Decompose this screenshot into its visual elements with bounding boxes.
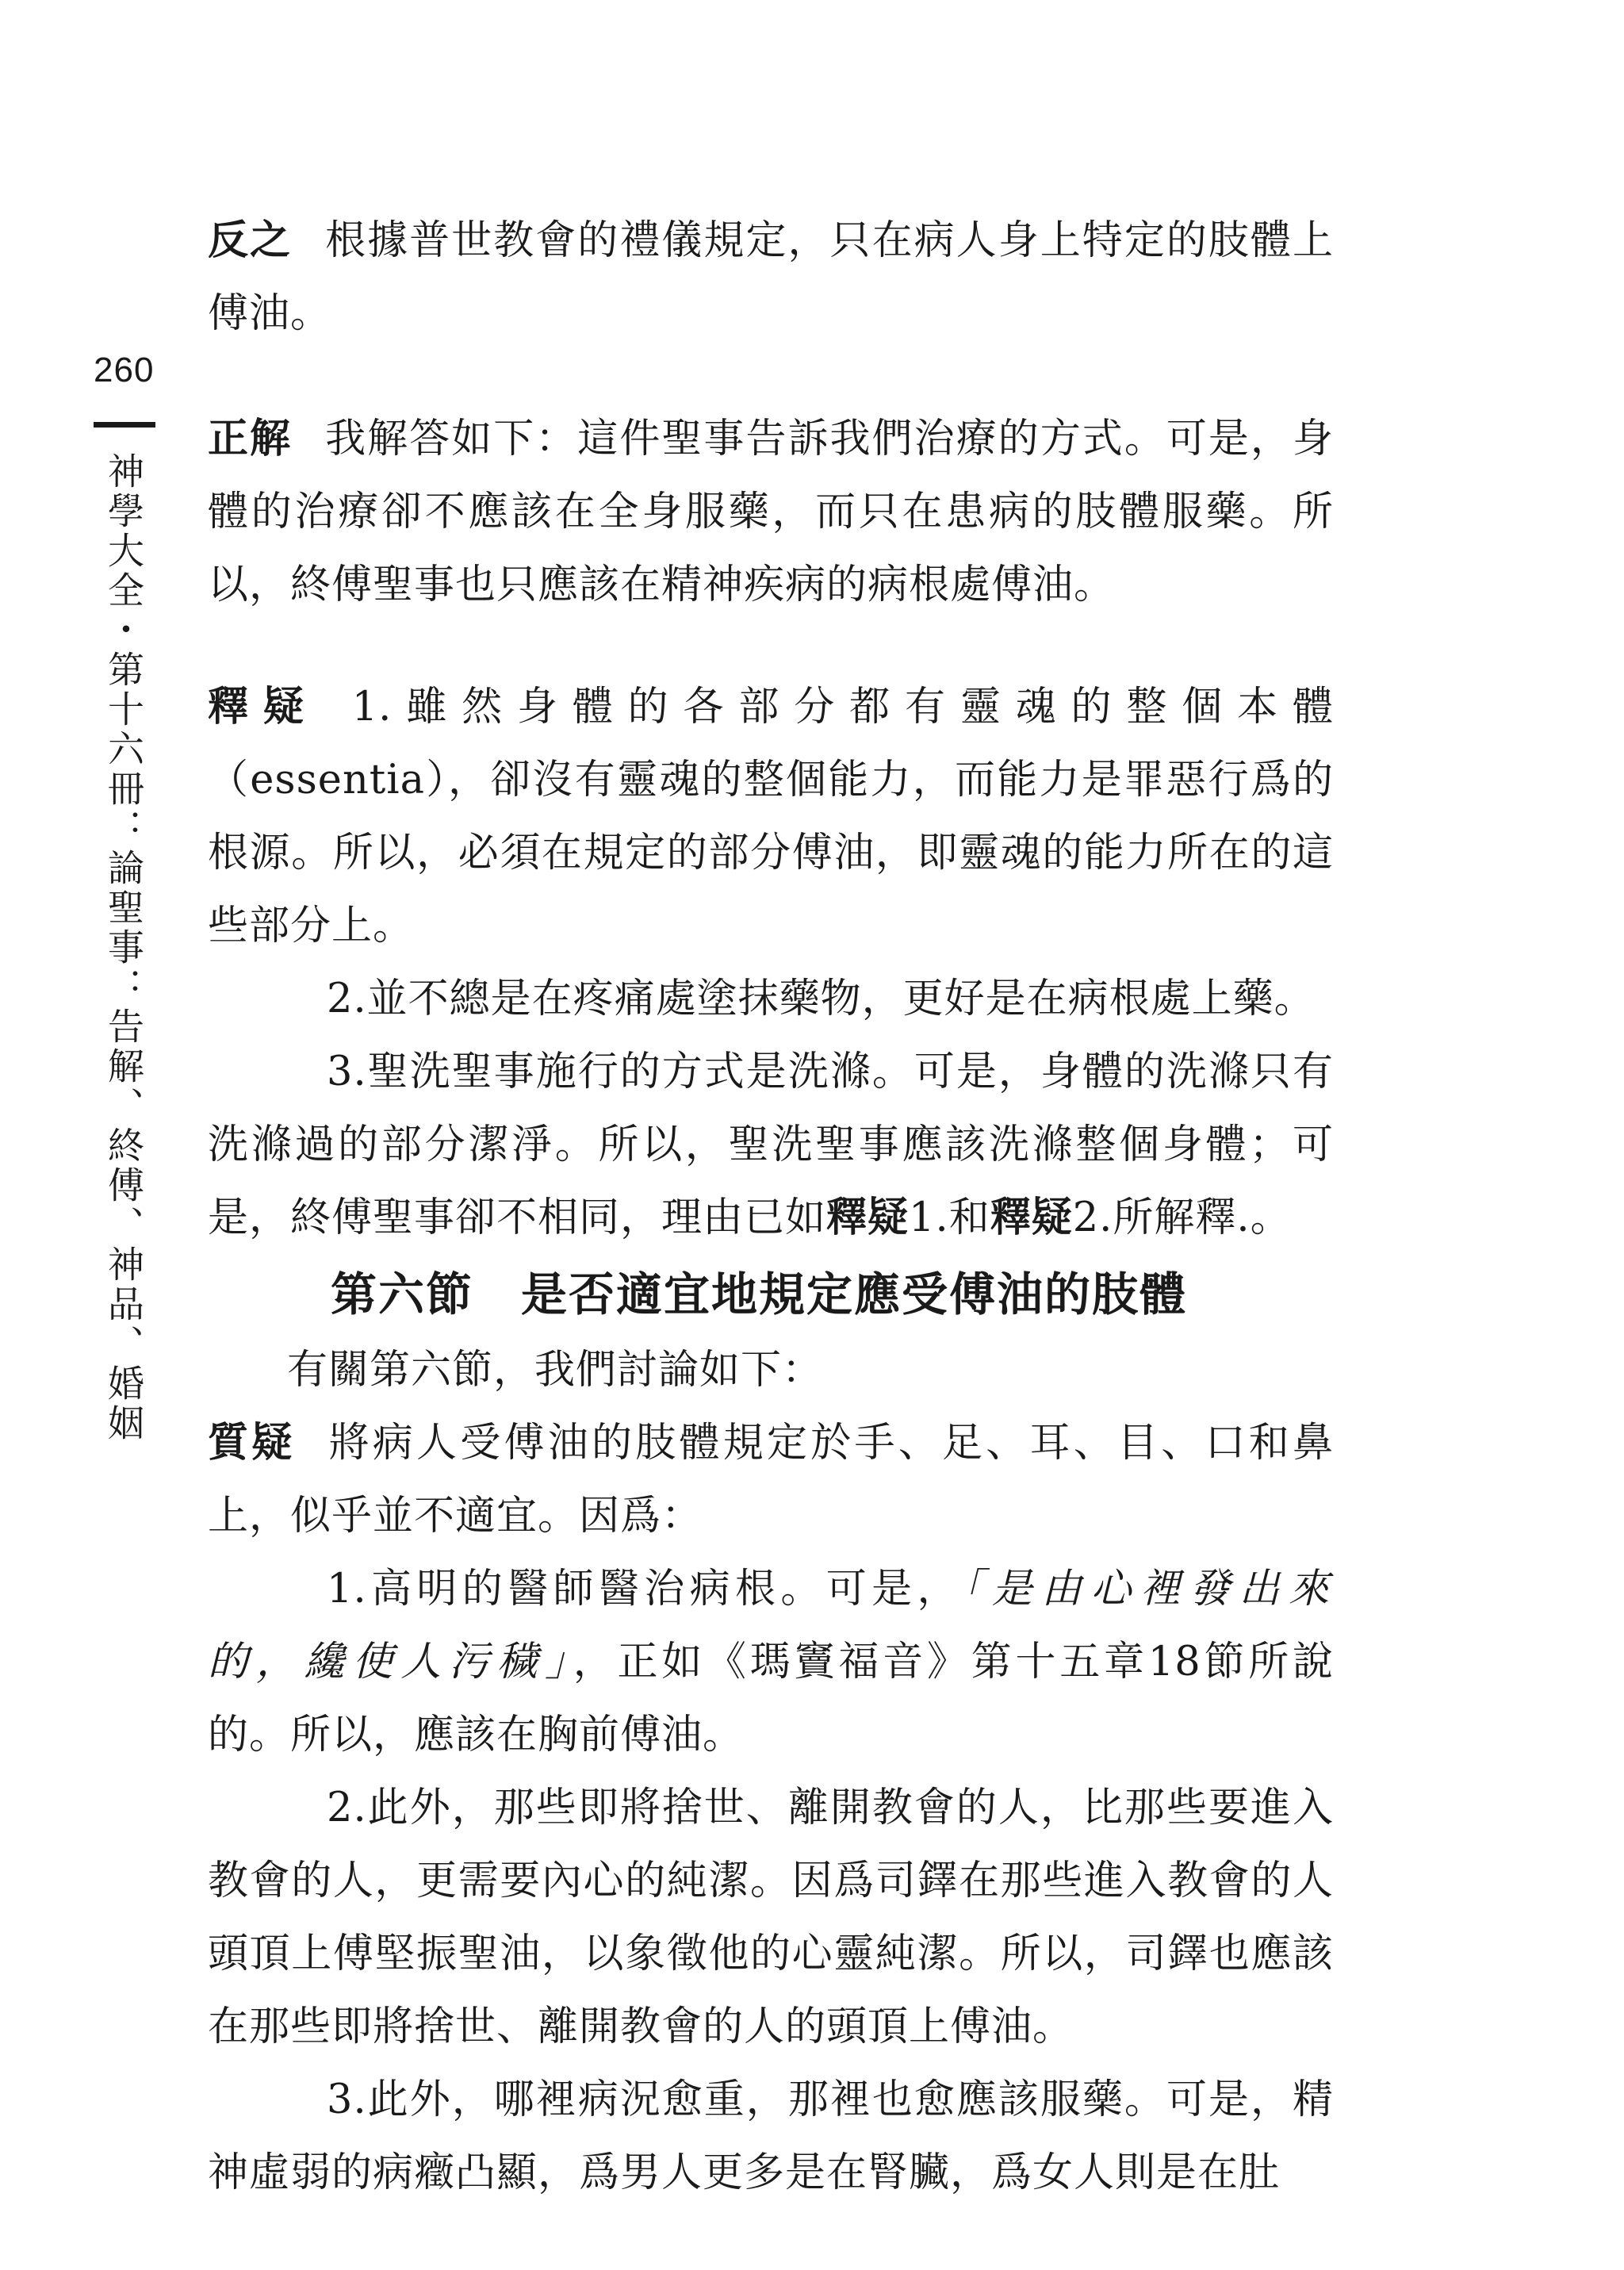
paragraph-reply-3-text-c: 2.所解釋.。 [1072, 1194, 1292, 1241]
margin-rule [94, 422, 155, 428]
section-heading [208, 1255, 1334, 1334]
paragraph-respondeo-text: 我解答如下：這件聖事告訴我們治療的方式。可是，身體的治療卻不應該在全身服藥，而只在患病的肢體服藥。所以，終傅聖事也只應該在精神疾病的病根處傅油。 [208, 416, 1334, 608]
paragraph-reply-2-text: 2.並不總是在疼痛處塗抹藥物，更好是在病根處上藥。 [327, 976, 1316, 1022]
paragraph-objection-1-text-b: ，正如《瑪竇福音》第十五章18節所說的。所以，應該在胸前傅油。 [208, 1639, 1334, 1758]
paragraph-reply-1 [208, 671, 1334, 963]
paragraph-reply-1-text: 1.雖然身體的各部分都有靈魂的整個本體（essentia），卻沒有靈魂的整個能力，而能力是罪惡行爲的根源。所以，必須在規定的部分傅油，即靈魂的能力所在的這些部分上。 [208, 684, 1334, 949]
paragraph-respondeo [208, 403, 1334, 622]
paragraph-objection-2 [208, 1772, 1334, 2064]
term-contra: 反之 [208, 217, 293, 264]
paragraph-intro [208, 1334, 1334, 1407]
section-number: 第六節 [330, 1267, 473, 1321]
paragraph-objection-3 [208, 2064, 1334, 2210]
body-text [208, 205, 1334, 2210]
paragraph-contra-text: 根據普世教會的禮儀規定，只在病人身上特定的肢體上傅油。 [208, 217, 1334, 337]
term-respondeo: 正解 [208, 416, 293, 462]
paragraph-reply-3 [208, 1036, 1334, 1255]
term-objection: 質疑 [208, 1420, 296, 1467]
term-reply-ref-1: 釋疑 [826, 1194, 910, 1241]
term-reply-ref-2: 釋疑 [990, 1194, 1073, 1241]
paragraph-objection-1-text-a: 1.高明的醫師醫治病根。可是， [327, 1566, 963, 1612]
paragraph-reply-3-text-b: 1.和 [909, 1194, 990, 1241]
paragraph-reply-3-text-a: 3.聖洗聖事施行的方式是洗滌。可是，身體的洗滌只有洗滌過的部分潔淨。所以，聖洗聖事應該洗滌整個身體；可是，終傅聖事卻不相同，理由已如 [208, 1049, 1334, 1241]
paragraph-objection [208, 1407, 1334, 1553]
paragraph-objection-3-text: 3.此外，哪裡病況愈重，那裡也愈應該服藥。可是，精神虛弱的病癥凸顯，爲男人更多是在腎臟，爲女人則是在肚 [208, 2076, 1334, 2196]
page-number: 260 [94, 351, 155, 389]
paragraph-reply-2 [208, 963, 1334, 1036]
series-title: 神學大全・第十六冊：論聖事：告解、終傅、神品、婚姻 [102, 452, 145, 1444]
paragraph-intro-text: 有關第六節，我們討論如下： [287, 1347, 824, 1394]
term-reply: 釋疑 [208, 684, 319, 730]
scripture-quote: 「是由心裡發出來的，纔使人污穢」 [208, 1566, 1334, 1685]
paragraph-objection-1 [208, 1553, 1334, 1772]
paragraph-objection-text: 將病人受傅油的肢體規定於手、足、耳、目、口和鼻上，似乎並不適宜。因爲： [208, 1420, 1334, 1540]
paragraph-objection-2-text: 2.此外，那些即將捨世、離開教會的人，比那些要進入教會的人，更需要內心的純潔。因爲司鐸在那些進入教會的人頭頂上傅堅振聖油，以象徵他的心靈純潔。所以，司鐸也應該在那些即將捨世、離開教會的人的頭頂上傅油。 [208, 1785, 1334, 2050]
paragraph-contra [208, 205, 1334, 351]
section-title: 是否適宜地規定應受傅油的肢體 [521, 1267, 1188, 1321]
